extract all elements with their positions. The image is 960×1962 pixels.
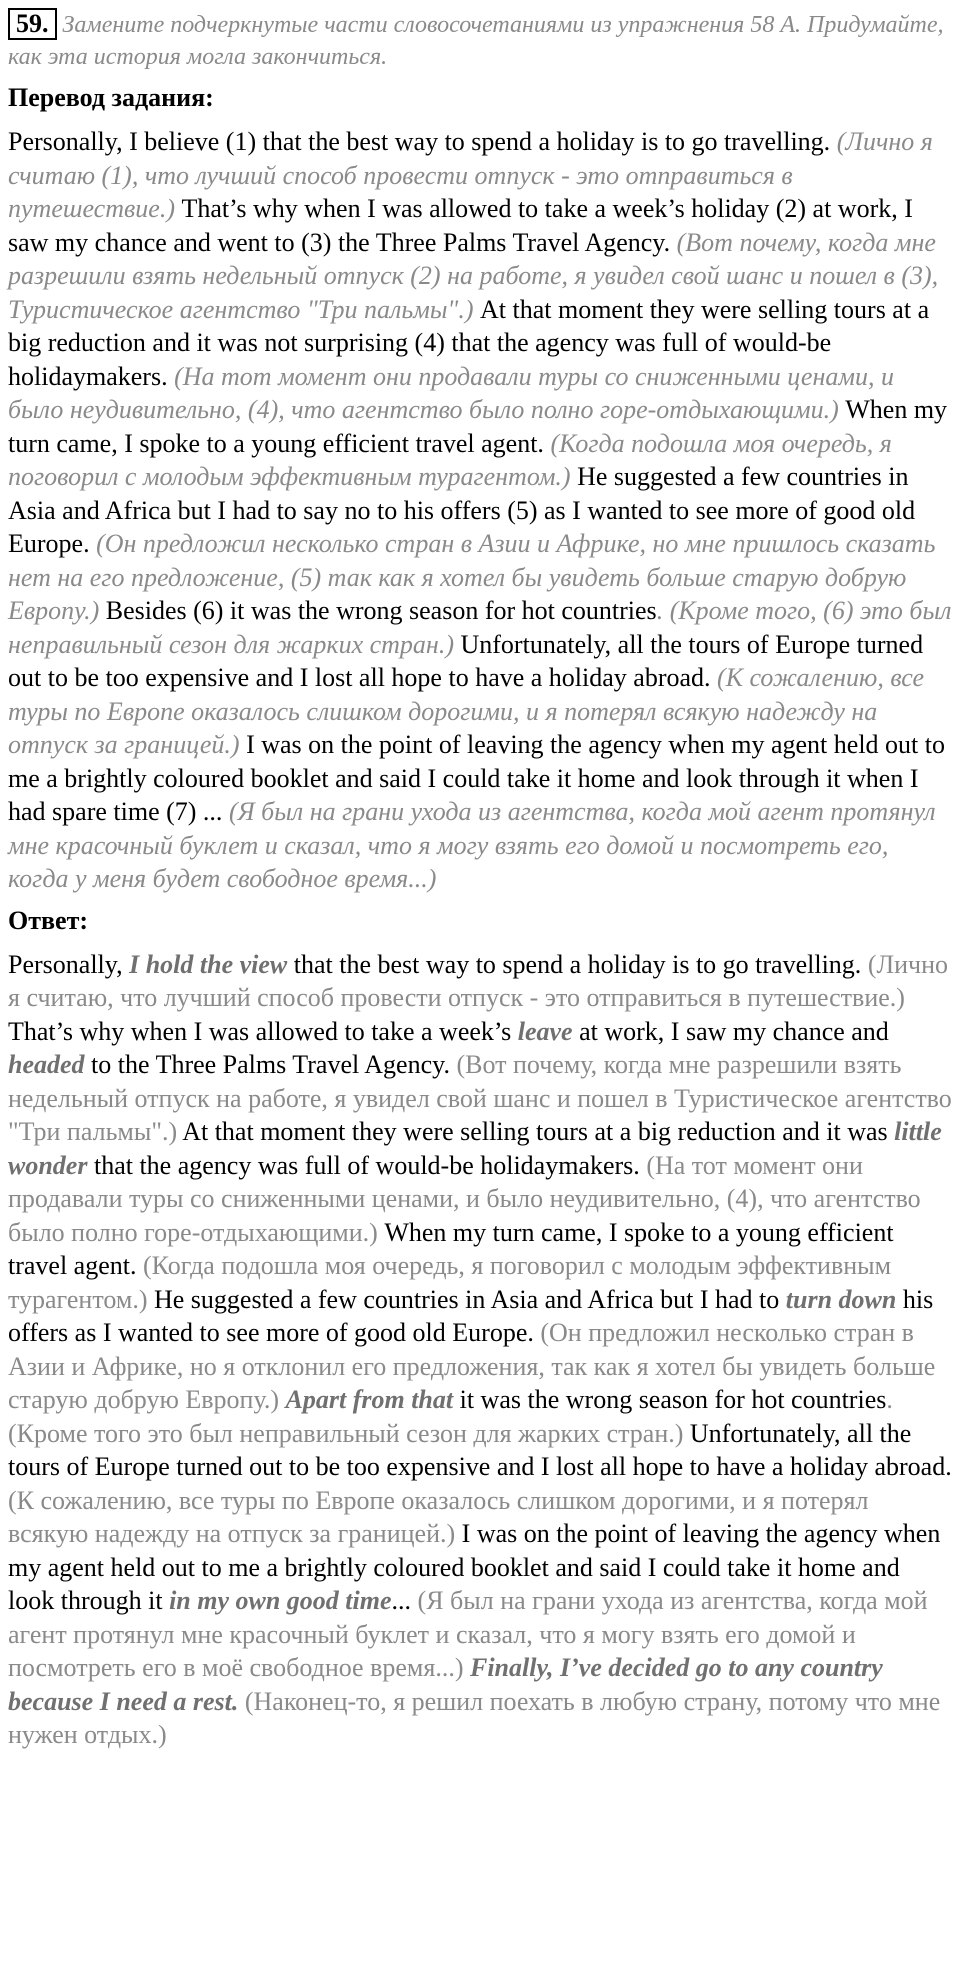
replacement-phrase: in my own good time [169, 1586, 392, 1615]
russian-translation: (Лично я считаю, что лучший способ провести отпуск - это отправиться в путешествие.) [8, 949, 949, 1012]
english-text: He suggested a few countries in Asia and Africa but I had to [147, 1284, 786, 1314]
replacement-phrase: Finally, I’ve decided go to any country because I need a rest. [8, 1653, 883, 1716]
english-text: When my turn came, I spoke to a young efficient travel agent. [8, 395, 948, 458]
russian-translation: (Он предложил несколько стран в Азии и Африке, но мне пришлось сказать нет на его предложение, (5) так как я хотел бы увидеть больше старую добрую Европу.) [8, 529, 936, 625]
answer-heading: Ответ: [8, 905, 89, 935]
replacement-phrase: leave [517, 1016, 573, 1046]
russian-translation: . (Кроме того это был неправильный сезон для жарких стран.) [8, 1385, 893, 1448]
replacement-phrase: Apart from that [285, 1385, 454, 1414]
english-text: Personally, I believe (1) that the best way to spend a holiday is to go travelling. [8, 127, 837, 156]
task-translation-heading: Перевод задания: [8, 83, 214, 112]
english-text: That’s why when I was allowed to take a week’s holiday (2) at work, I saw my chance and went to (3) the Three Palms Travel Agency. [8, 194, 913, 257]
english-text: ... [391, 1586, 418, 1615]
english-text: I was on the point of leaving the agency when my agent held out to me a brightly coloured booklet and said I could take it home and look through it when I had spare time (7) ... [8, 730, 945, 826]
task-paragraph [8, 125, 952, 896]
replacement-phrase: little wonder [8, 1117, 942, 1180]
russian-translation: (Я был на грани ухода из агентства, когда мой агент протянул мне красочный буклет и сказал, что я могу взять его домой и посмотреть его в моё свободное время...) [8, 1586, 928, 1682]
russian-translation: (На тот момент они продавали туры со сниженными ценами, и было неудивительно, (4), что агентство было полно горе-отдыхающими.) [8, 361, 894, 424]
answer-paragraph [8, 948, 952, 1752]
english-text: Unfortunately, all the tours of Europe turned out to be too expensive and I lost all hope to have a holiday abroad. [8, 629, 924, 692]
english-text: He suggested a few countries in Asia and Africa but I had to say no to his offers (5) as I wanted to see more of good old Europe. [8, 462, 916, 558]
english-text: that the best way to spend a holiday is to go travelling. [287, 949, 868, 979]
russian-translation: (Лично я считаю (1), что лучший способ провести отпуск - это отправиться в путешествие.) [8, 127, 933, 223]
english-text: it was the wrong season for hot countries [453, 1385, 887, 1414]
exercise-instruction: Замените подчеркнутые части словосочетаниями из упражнения 58 А. Придумайте, как эта история могла закончиться. [8, 12, 944, 70]
english-text: Unfortunately, all the tours of Europe turned out to be too expensive and I lost all hope to have a holiday abroad. [8, 1418, 952, 1481]
english-text: that the agency was full of would-be holidaymakers. [87, 1150, 647, 1180]
exercise-header [8, 8, 952, 73]
russian-translation: (На тот момент они продавали туры со сниженными ценами, и было неудивительно, (4), что агентство было полно горе-отдыхающими.) [8, 1150, 921, 1247]
replacement-phrase: I hold the view [129, 949, 288, 979]
document-page [8, 0, 952, 1752]
english-text: Besides (6) it was the wrong season for hot countries [99, 596, 657, 625]
russian-translation: (К сожалению, все туры по Европе оказалось слишком дорогими, и я потерял всякую надежду на отпуск за границей.) [8, 1485, 869, 1548]
english-text: When my turn came, I spoke to a young efficient travel agent. [8, 1217, 894, 1280]
replacement-phrase: headed [8, 1050, 85, 1079]
english-text: At that moment they were selling tours at a big reduction and it was not surprising (4) that the agency was full of would-be holidaymakers. [8, 294, 930, 391]
english-text: I was on the point of leaving the agency when my agent held out to me a brightly coloured booklet and said I could take it home and look through it [8, 1519, 941, 1615]
russian-translation: (Он предложил несколько стран в Азии и Африке, но я отклонил его предложения, так как я хотел бы увидеть больше старую добрую Европу.) [8, 1318, 936, 1414]
english-text: his offers as I wanted to see more of good old Europe. [8, 1284, 934, 1347]
russian-translation: . (Кроме того, (6) это был неправильный сезон для жарких стран.) [8, 596, 952, 659]
english-text: That’s why when I was allowed to take a week’s [8, 1016, 518, 1046]
exercise-number: 59. [8, 8, 57, 40]
russian-translation: (Я был на грани ухода из агентства, когда мой агент протянул мне красочный буклет и сказал, что я могу взять его домой и посмотреть его, когда у меня будет свободное время...) [8, 797, 936, 893]
russian-translation: (К сожалению, все туры по Европе оказалось слишком дорогими, и я потерял всякую надежду на отпуск за границей.) [8, 663, 924, 759]
russian-translation: (Когда подошла моя очередь, я поговорил с молодым эффективным турагентом.) [8, 428, 892, 491]
english-text: Personally, [8, 949, 130, 979]
english-text: at work, I saw my chance and [572, 1016, 889, 1046]
english-text: to the Three Palms Travel Agency. [84, 1050, 457, 1079]
replacement-phrase: turn down [785, 1284, 897, 1314]
russian-translation: (Вот почему, когда мне разрешили взять недельный отпуск на работе, я увидел свой шанс и пошел в Туристическое агентство "Три пальмы".) [8, 1050, 952, 1146]
russian-translation: (Вот почему, когда мне разрешили взять недельный отпуск (2) на работе, я увидел свой шанс и пошел в (3), Туристическое агентство "Три пальмы".) [8, 227, 939, 324]
russian-translation: (Когда подошла моя очередь, я поговорил с молодым эффективным турагентом.) [8, 1251, 892, 1314]
russian-translation: (Наконец-то, я решил поехать в любую страну, потому что мне нужен отдых.) [8, 1686, 941, 1749]
english-text: At that moment they were selling tours at a big reduction and it was [177, 1117, 895, 1146]
